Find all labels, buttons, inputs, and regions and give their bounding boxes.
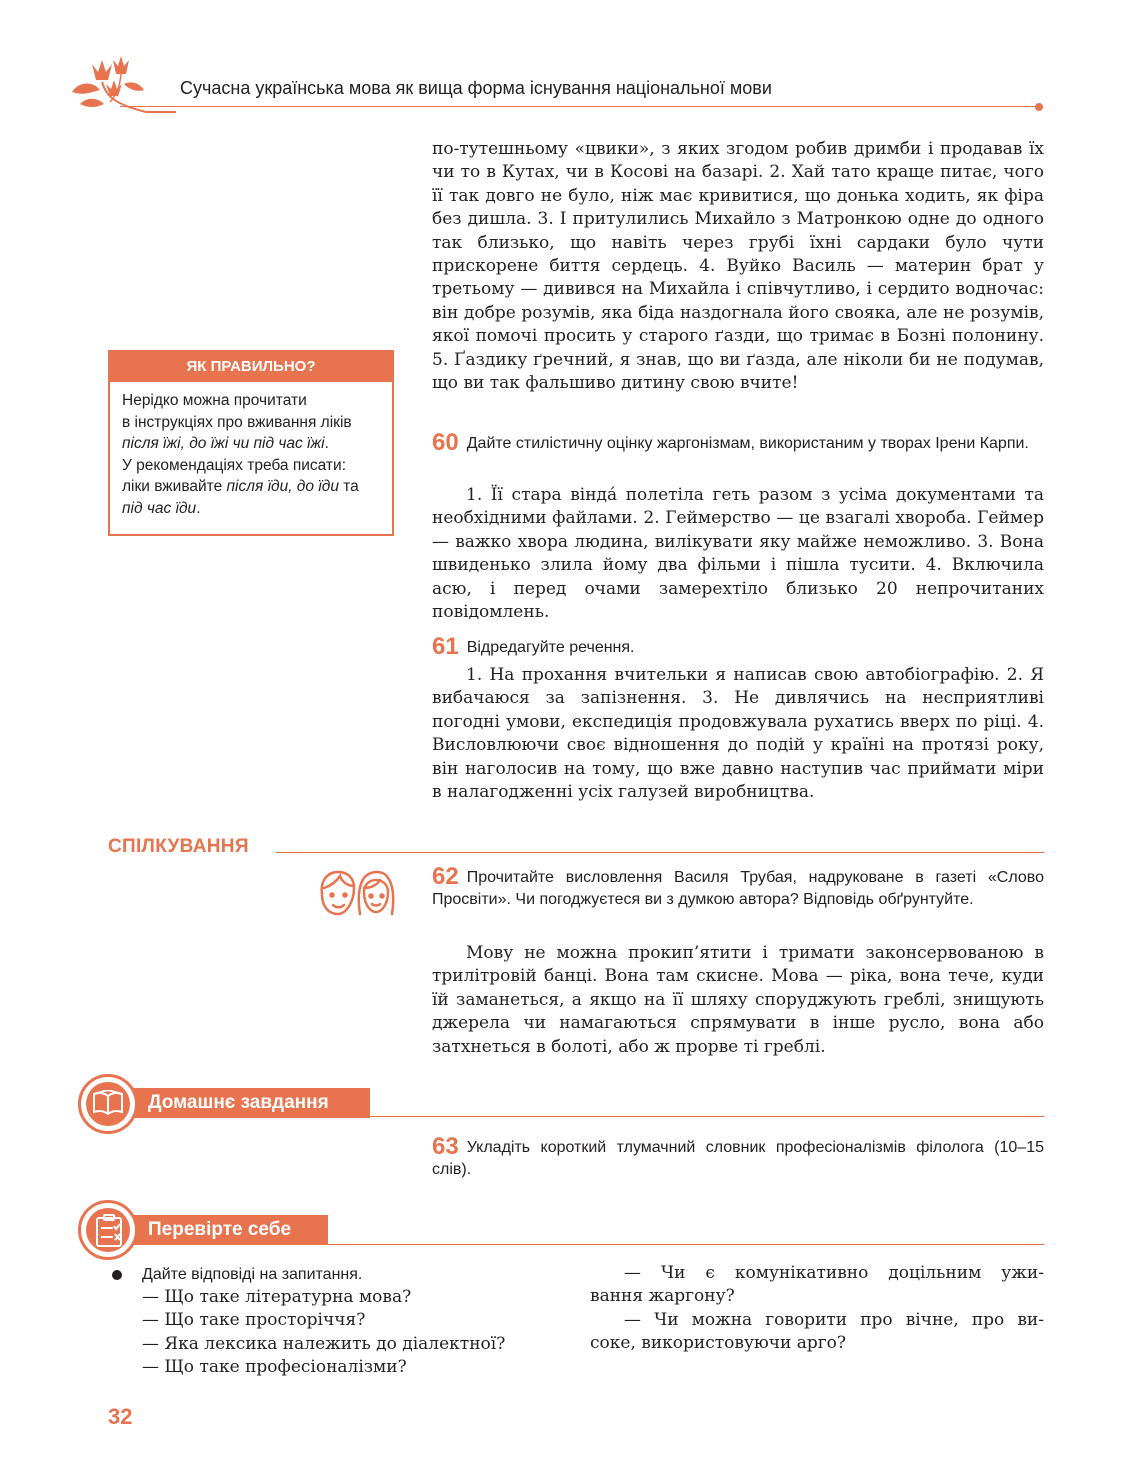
checklist-icon xyxy=(95,1214,123,1248)
homework-banner: Домашнє завдання xyxy=(128,1088,370,1118)
self-check-right-column xyxy=(590,1262,1044,1356)
two-faces-icon xyxy=(316,866,396,920)
task-number: 60 xyxy=(432,429,459,456)
exercise-continuation-text xyxy=(432,138,1044,395)
task-62-text xyxy=(432,942,1044,1059)
how-correct-line: У рекомендаціях треба писати: xyxy=(122,456,347,474)
task-63-instruction xyxy=(432,1133,1044,1181)
question-item-continuation: соке, використовуючи арго? xyxy=(590,1333,847,1354)
self-check-lead-text: Дайте відповіді на запитання. xyxy=(142,1266,363,1283)
task-61-instruction xyxy=(432,633,1044,660)
running-header-title: Сучасна українська мова як вища форма існування національної мови xyxy=(180,78,772,98)
question-item-continuation: вання жаргону? xyxy=(590,1286,735,1307)
self-check-banner: Перевірте себе xyxy=(128,1215,328,1245)
header-rule-dot xyxy=(1035,103,1043,111)
task-60-text xyxy=(432,484,1044,624)
how-correct-line: Нерідко можна прочитати xyxy=(122,392,307,409)
tulip-ornament-icon xyxy=(66,52,176,114)
bullet-dot xyxy=(112,1270,122,1280)
task-number: 61 xyxy=(432,633,459,660)
homework-rule xyxy=(360,1116,1044,1117)
punctuation: . xyxy=(196,499,201,517)
correct-phrase: під час їди xyxy=(122,499,197,517)
section-rule xyxy=(276,852,1044,853)
open-book-icon xyxy=(91,1090,125,1118)
wrong-phrase: після їжі, до їжі чи під час їжі xyxy=(122,435,325,453)
question-item: — Що таке професіоналізми? xyxy=(142,1357,407,1378)
task-60-instruction xyxy=(432,429,1044,456)
task-instruction: Прочитайте висловлення Василя Трубая, надруковане в газеті «Слово Просвіти». Чи погоджуєтеся ви з думкою автора? Відповідь обґрунтуйте. xyxy=(432,869,1044,908)
text-span: та xyxy=(338,478,359,496)
continuation-paragraph: по-тутешньому «цвики», з яких згодом робив дримби і продавав їх чи то в Кутах, чи в Косові на базарі. 2. Хай тато краще питає, чого її так довго не було, ніж має кривитися, що донька ходить, як фіра без дишла. 3. І притулились Михайло з Матронкою одне до одного так близько, що навіть через грубі їхні сардаки було чути прискорене биття сердець. 4. Вуйко Василь — материн брат у третьому — дивився на Михайла і співчутливо, і сердито водночас: він добре розумів, яка біда наздогнала його свояка, але не розумів, якої помочі просить у старого ґазди, що тримає в Бозні полонину. 5. Ґаздику ґречний, я знав, що ви ґазда, але ніколи би не подумав, що ви так фальшиво дитину свою вчите! xyxy=(432,139,1044,394)
section-heading-communication: СПІЛКУВАННЯ xyxy=(108,836,249,857)
task-instruction: Відредагуйте речення. xyxy=(466,639,635,656)
how-correct-body xyxy=(110,382,392,528)
correct-phrase: після їди, до їди xyxy=(226,478,339,496)
how-correct-line xyxy=(122,433,380,455)
self-check-rule xyxy=(320,1244,1044,1245)
exercise-text: 1. Її стара вінда́ полетіла геть разом з усіма документами та необхідними файлами. 2. Геймерство — це взагалі хвороба. Геймер — важко хвора людина, вилікувати яку майже неможливо. 3. Вона швиденько злила йому два фільми і пішла тусити. 4. Включила асю, і перед очами замерехтіло близько 20 непрочитаних повідомлень. xyxy=(432,485,1044,623)
task-instruction: Укладіть короткий тлумачний словник професіоналізмів філолога (10–15 слів). xyxy=(432,1139,1044,1178)
question-item: — Чи можна говорити про вічне, про ви- xyxy=(624,1309,1044,1330)
text-span: ліки вживайте xyxy=(122,478,227,496)
page-number: 32 xyxy=(108,1404,133,1429)
how-correct-box xyxy=(108,350,394,536)
quotation-text: Мову не можна прокип’ятити і тримати законсервованою в трилітровій банці. Вона там скисне. Мова — ріка, вона тече, куди їй заманеться, а якщо на її шляху споруджують греблі, знищують джерела чи намагаються спрямувати в інше русло, вона або затхнеться в болоті, або ж прорве ті греблі. xyxy=(432,943,1044,1057)
self-check-lead xyxy=(112,1264,572,1286)
exercise-text: 1. На прохання вчительки я написав свою автобіографію. 2. Я вибачаюся за запізнення. 3. Не дивлячись на несприятливі погодні умови, експедиція продовжувала рухатись вверх по ріці. 4. Висловлюючи своє відношення до подій у країні на протязі року, він наголосив на тому, що вже давно наступив час приймати міри в налагодженні усіх галузей виробництва. xyxy=(432,665,1044,803)
homework-badge xyxy=(78,1074,138,1134)
punctuation: . xyxy=(324,435,329,453)
task-61-text xyxy=(432,664,1044,804)
self-check-left-column xyxy=(112,1264,572,1380)
how-correct-line xyxy=(122,476,380,498)
question-item: — Чи є комунікативно доцільним ужи- xyxy=(624,1263,1044,1283)
self-check-badge xyxy=(78,1200,138,1260)
how-correct-line: в інструкціях про вживання ліків xyxy=(122,413,352,431)
task-number: 63 xyxy=(432,1133,459,1160)
question-list xyxy=(112,1286,572,1380)
question-item: — Що таке літературна мова? xyxy=(142,1287,412,1307)
task-62-instruction xyxy=(432,863,1044,911)
task-number: 62 xyxy=(432,863,459,890)
how-correct-line xyxy=(122,498,380,520)
question-item: — Яка лексика належить до діалектної? xyxy=(142,1333,506,1354)
task-instruction: Дайте стилістичну оцінку жаргонізмам, використаним у творах Ірени Карпи. xyxy=(466,435,1029,452)
header-rule xyxy=(120,106,1038,107)
how-correct-title: ЯК ПРАВИЛЬНО? xyxy=(110,352,392,382)
question-item: — Що таке просторіччя? xyxy=(142,1310,366,1331)
